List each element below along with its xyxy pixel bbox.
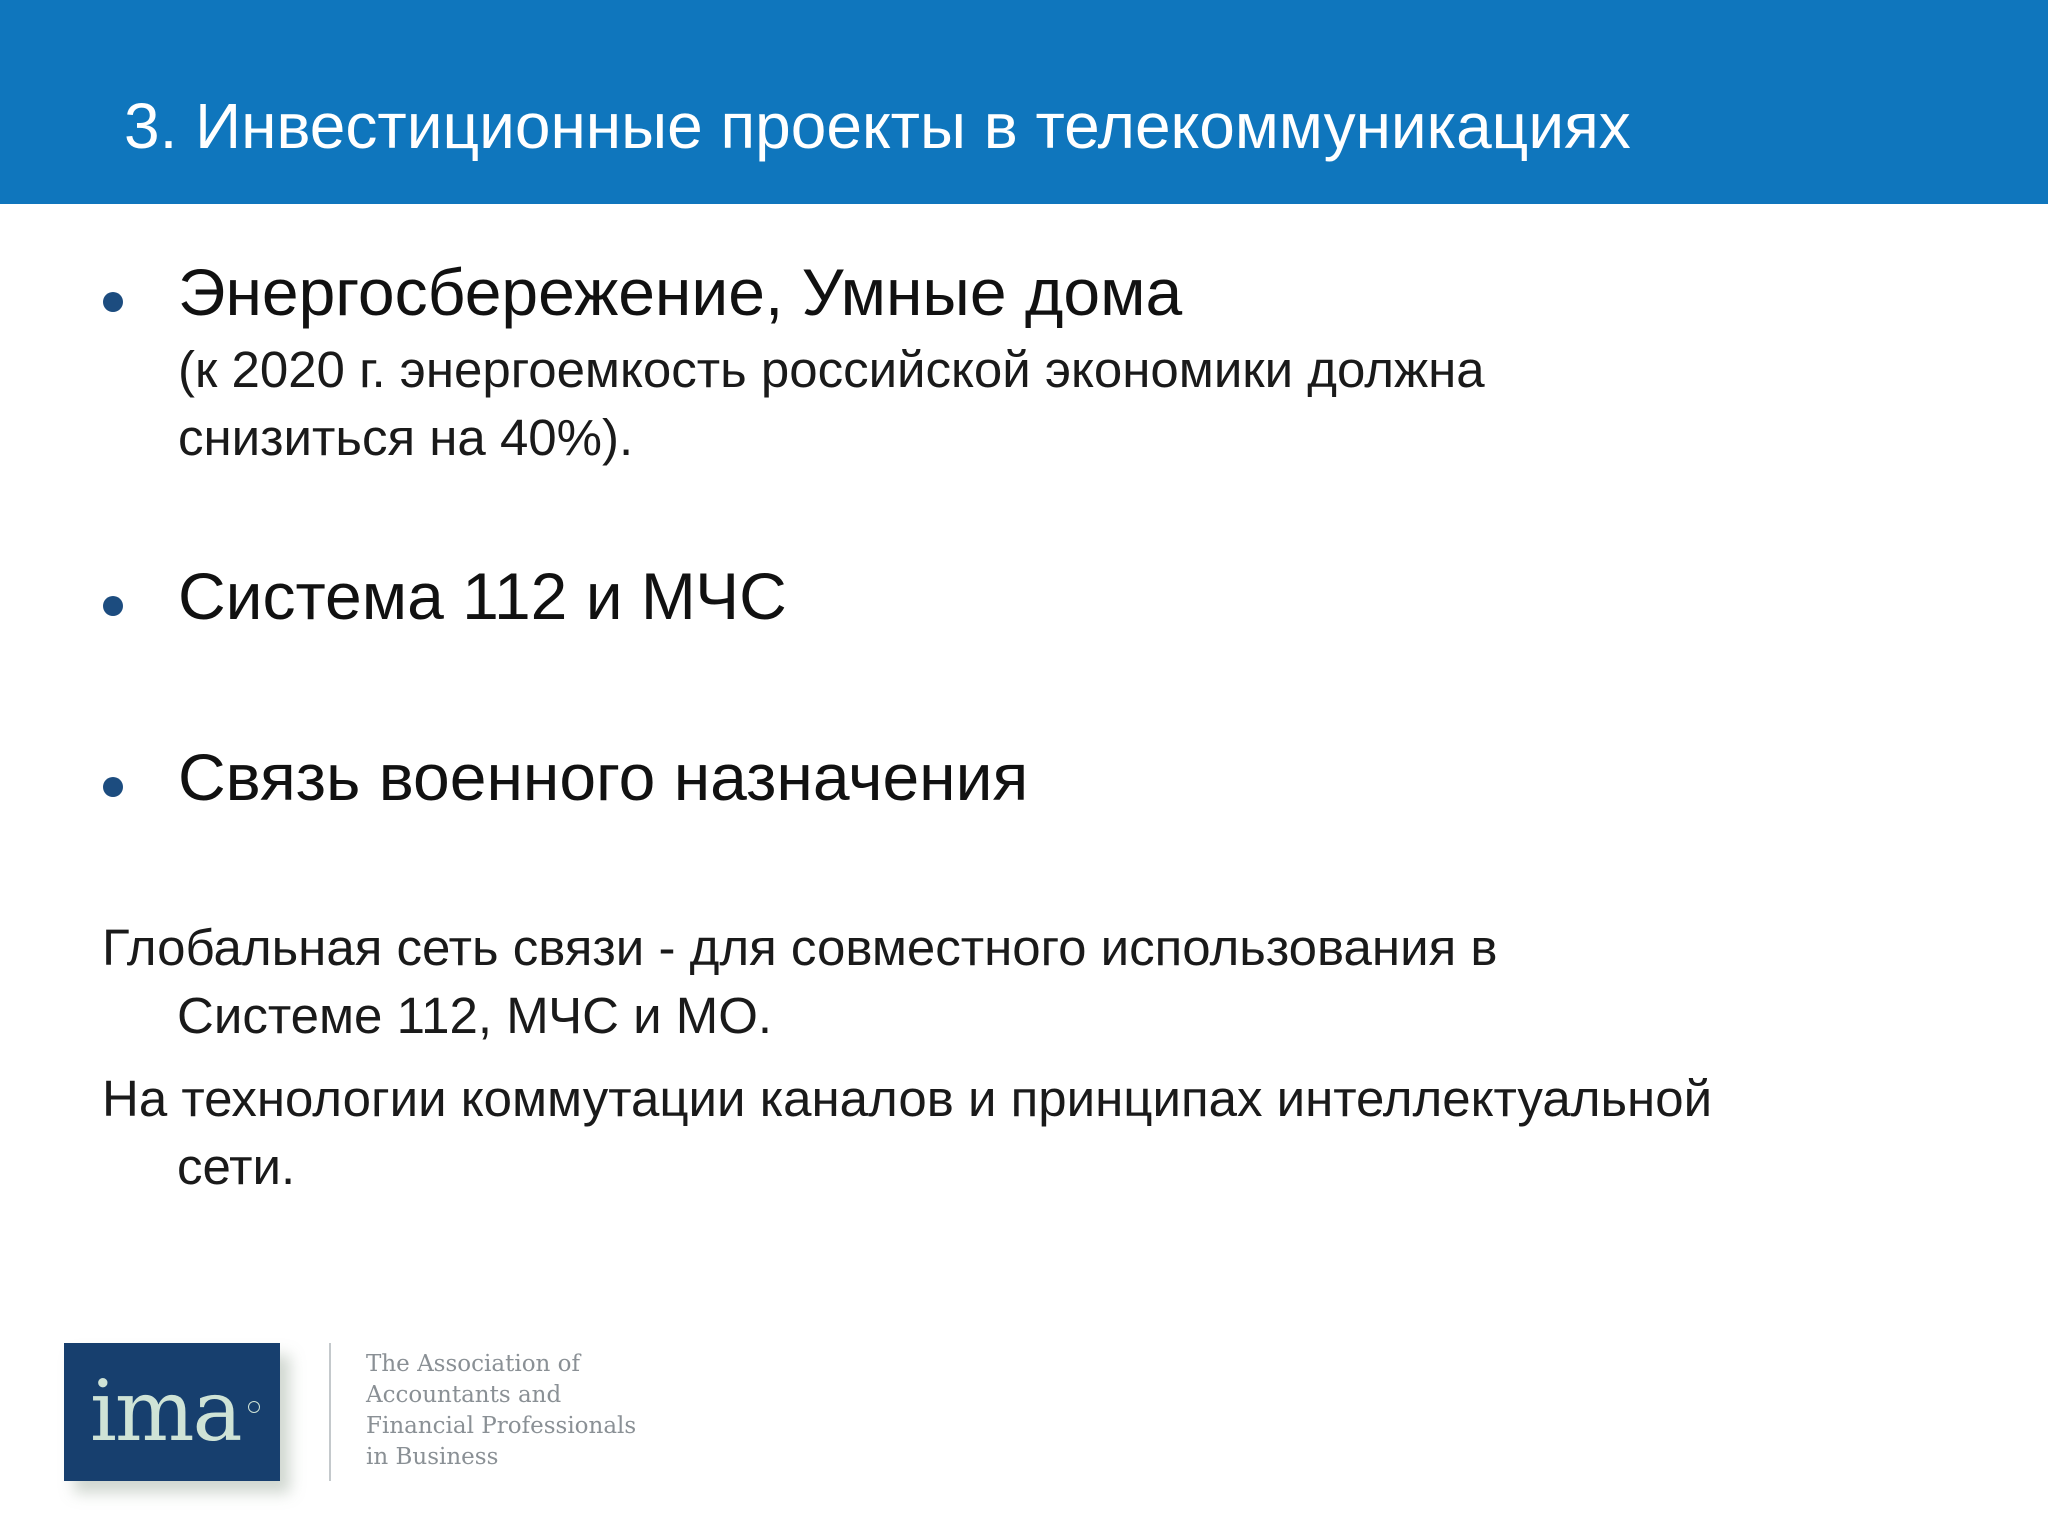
paragraph-line: Системе 112, МЧС и МО. <box>177 987 773 1044</box>
logo-tagline-line: Accountants and <box>366 1382 562 1408</box>
paragraph-technology <box>102 1065 1712 1201</box>
logo-tagline <box>366 1349 636 1473</box>
bullet-heading: Система 112 и МЧС <box>178 559 787 633</box>
logo-tagline-line: Financial Professionals <box>366 1413 637 1439</box>
registered-icon <box>248 1401 260 1413</box>
bullet-dot-icon <box>103 777 123 797</box>
bullet-heading: Энергосбережение, Умные дома <box>178 255 1183 329</box>
paragraph-line: Глобальная сеть связи - для совместного использования в <box>102 919 1498 976</box>
bullet-dot-icon <box>103 596 123 616</box>
logo-mark <box>64 1343 280 1481</box>
logo-tagline-line: in Business <box>366 1444 499 1470</box>
logo-mark-text: ima <box>90 1362 241 1460</box>
slide-title: 3. Инвестиционные проекты в телекоммуникациях <box>124 90 1631 162</box>
bullet-subtext-line: снизиться на 40%). <box>178 409 634 466</box>
bullet-subtext-line: (к 2020 г. энергоемкость российской экономики должна <box>178 341 1485 398</box>
paragraph-line: На технологии коммутации каналов и принципах интеллектуальной <box>102 1070 1713 1127</box>
bullet-heading: Связь военного назначения <box>178 740 1029 814</box>
logo-tagline-line: The Association of <box>366 1351 581 1377</box>
paragraph-global-network <box>102 914 1497 1050</box>
ima-logo <box>64 1343 664 1513</box>
logo-divider <box>329 1343 331 1481</box>
title-bar <box>0 0 2048 204</box>
paragraph-line: сети. <box>177 1138 296 1195</box>
bullet-dot-icon <box>103 292 123 312</box>
